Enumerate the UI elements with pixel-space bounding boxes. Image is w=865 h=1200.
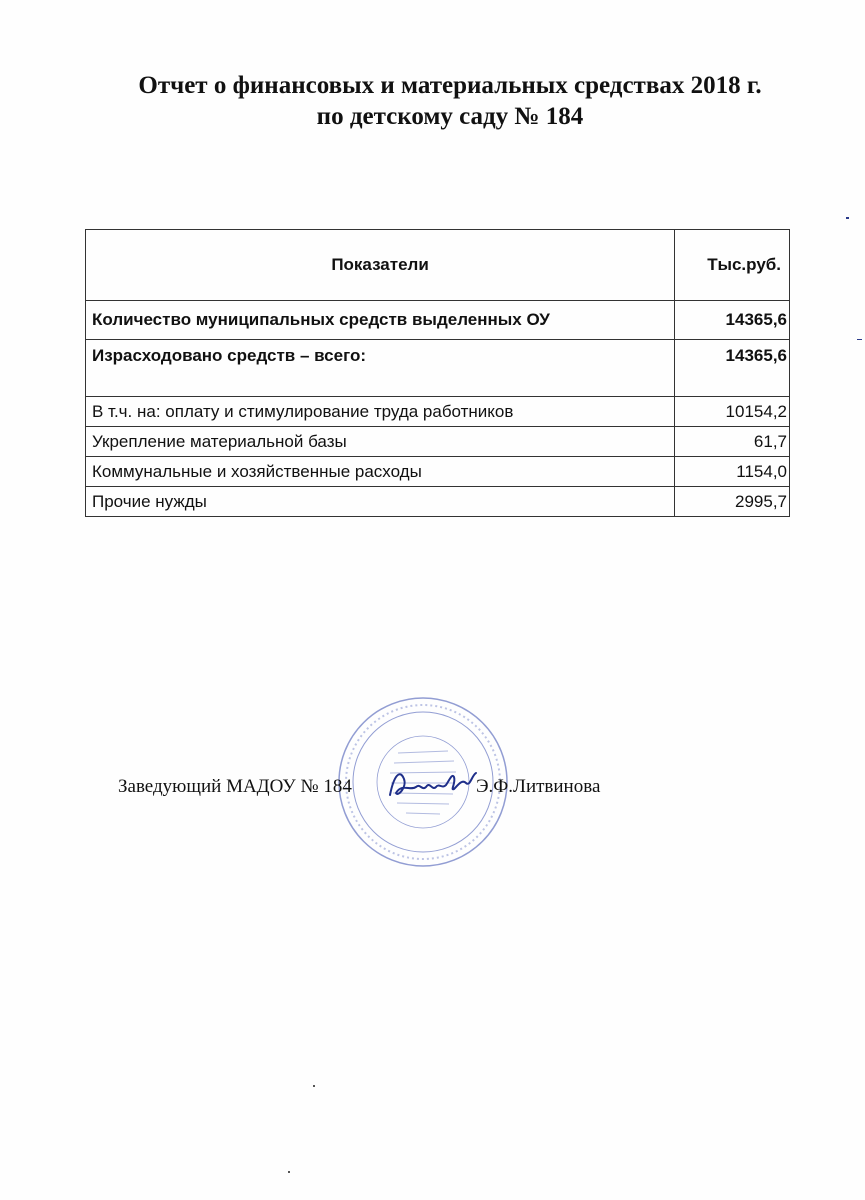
row-label: Прочие нужды [86,487,675,517]
signer-name: Э.Ф.Литвинова [476,776,601,797]
row-label: Укрепление материальной базы [86,427,675,457]
row-value: 10154,2 [675,397,790,427]
table-row-other [86,487,790,517]
title-line-1: Отчет о финансовых и материальных средствах 2018 г. [138,72,762,99]
row-value: 2995,7 [675,487,790,517]
table-row-allocated [86,301,790,340]
table-row-material-base [86,427,790,457]
scan-speck [313,1085,315,1087]
document-title [0,70,865,132]
header-indicator: Показатели [86,230,675,301]
row-value: 1154,0 [675,457,790,487]
row-value: 14365,6 [675,340,790,397]
row-label: Количество муниципальных средств выделенных ОУ [86,301,675,340]
row-value: 14365,6 [675,301,790,340]
row-label: Коммунальные и хозяйственные расходы [86,457,675,487]
header-value: Тыс.руб. [675,230,790,301]
table-header-row [86,230,790,301]
title-line-2: по детскому саду № 184 [316,103,584,130]
scan-speck [288,1171,290,1173]
signer-position: Заведующий МАДОУ № 184 [118,776,352,797]
row-value: 61,7 [675,427,790,457]
table-row-salaries [86,397,790,427]
row-label: Израсходовано средств – всего: [86,340,675,397]
scan-speck [857,339,862,340]
signature-line [118,776,718,798]
row-label: В т.ч. на: оплату и стимулирование труда работников [86,397,675,427]
table-row-utilities [86,457,790,487]
financial-report-table [85,229,790,517]
scan-speck [846,217,849,219]
table-row-spent-total [86,340,790,397]
